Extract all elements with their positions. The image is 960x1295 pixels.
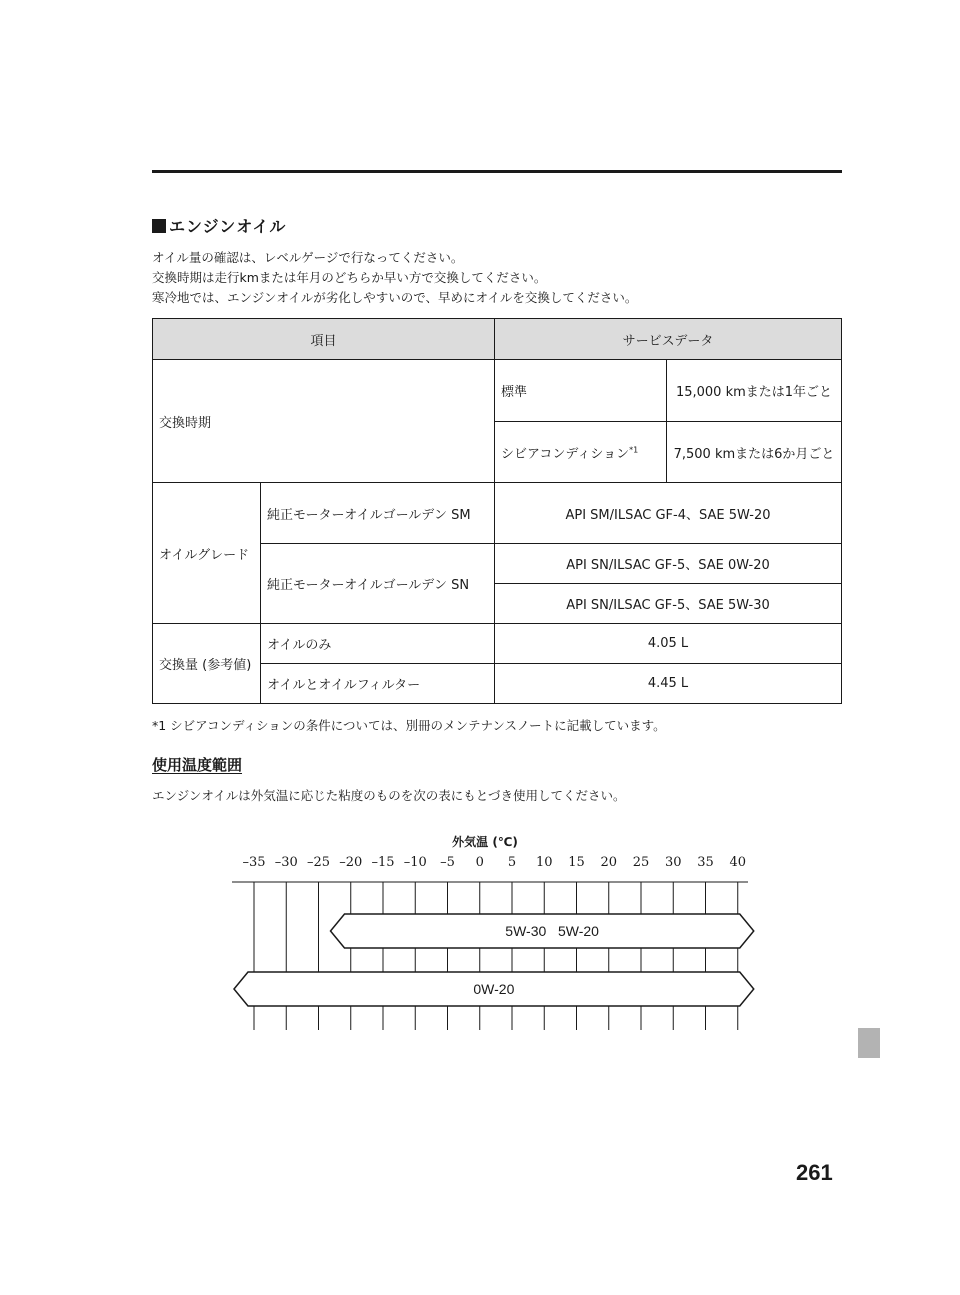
grade-sn-name: 純正モーターオイルゴールデン SN [261,544,495,624]
header-item: 項目 [153,319,495,360]
tick-label: 5 [507,855,517,870]
temperature-text: エンジンオイルは外気温に応じた粘度のものを次の表にもとづき使用してください。 [152,788,626,803]
oil-only-label: オイルのみ [261,624,495,664]
axis-title: 外気温 (℃) [452,835,518,849]
tick-label: 20 [600,855,618,870]
intro-line: 交換時期は走行kmまたは年月のどちらか早い方で交換してください。 [152,270,547,285]
standard-label: 標準 [495,360,667,422]
tick-label: –30 [274,855,298,870]
severe-value: 7,500 kmまたは6か月ごと [667,422,842,483]
grade-sm-name: 純正モーターオイルゴールデン SM [261,483,495,544]
tick-label: –15 [371,855,395,870]
section-title [152,214,286,237]
intro-line: 寒冷地では、エンジンオイルが劣化しやすいので、早めにオイルを交換してください。 [152,290,638,305]
header-service-data: サービスデータ [495,319,842,360]
severe-label [495,422,667,483]
viscosity-band-label: 0W-20 [473,981,515,997]
tick-label: 10 [535,855,553,870]
service-data-table [152,318,842,704]
grade-label: オイルグレード [153,483,261,624]
section-title-text: エンジンオイル [169,217,287,236]
oil-filter-value: 4.45 L [495,664,842,704]
footnote-mark: *1 [629,445,639,455]
tick-label: –5 [440,855,455,870]
oil-filter-label: オイルとオイルフィルター [261,664,495,704]
grade-sn-value-1: API SN/ILSAC GF-5、SAE 0W-20 [495,544,842,584]
capacity-label: 交換量 (参考値) [153,624,261,704]
tick-label: 35 [697,855,714,870]
top-rule [152,170,842,173]
page-number: 261 [796,1160,833,1185]
page-tab [858,1028,880,1058]
tick-label: 40 [729,855,747,870]
tick-label: –20 [339,855,363,870]
footnote: *1 シビアコンディションの条件については、別冊のメンテナンスノートに記載しています。 [152,718,666,733]
interval-label: 交換時期 [153,360,495,483]
grade-sm-value: API SM/ILSAC GF-4、SAE 5W-20 [495,483,842,544]
severe-label-text: シビアコンディション [501,446,630,462]
intro-text [152,248,637,308]
temperature-heading: 使用温度範囲 [152,756,243,774]
intro-line: オイル量の確認は、レベルゲージで行なってください。 [152,250,464,265]
viscosity-band-label: 5W-30 5W-20 [505,923,599,939]
oil-only-value: 4.05 L [495,624,842,664]
temperature-range-chart [220,822,760,1037]
tick-label: –10 [403,855,427,870]
tick-label: 25 [632,855,650,870]
tick-label: 15 [568,855,585,870]
tick-label: 30 [664,855,682,870]
standard-value: 15,000 kmまたは1年ごと [667,360,842,422]
band-group [234,914,754,1006]
grade-sn-value-2: API SN/ILSAC GF-5、SAE 5W-30 [495,584,842,624]
tick-label: –35 [242,855,266,870]
square-bullet-icon [152,219,166,233]
tick-label: 0 [475,855,484,870]
tick-label: –25 [306,855,331,870]
